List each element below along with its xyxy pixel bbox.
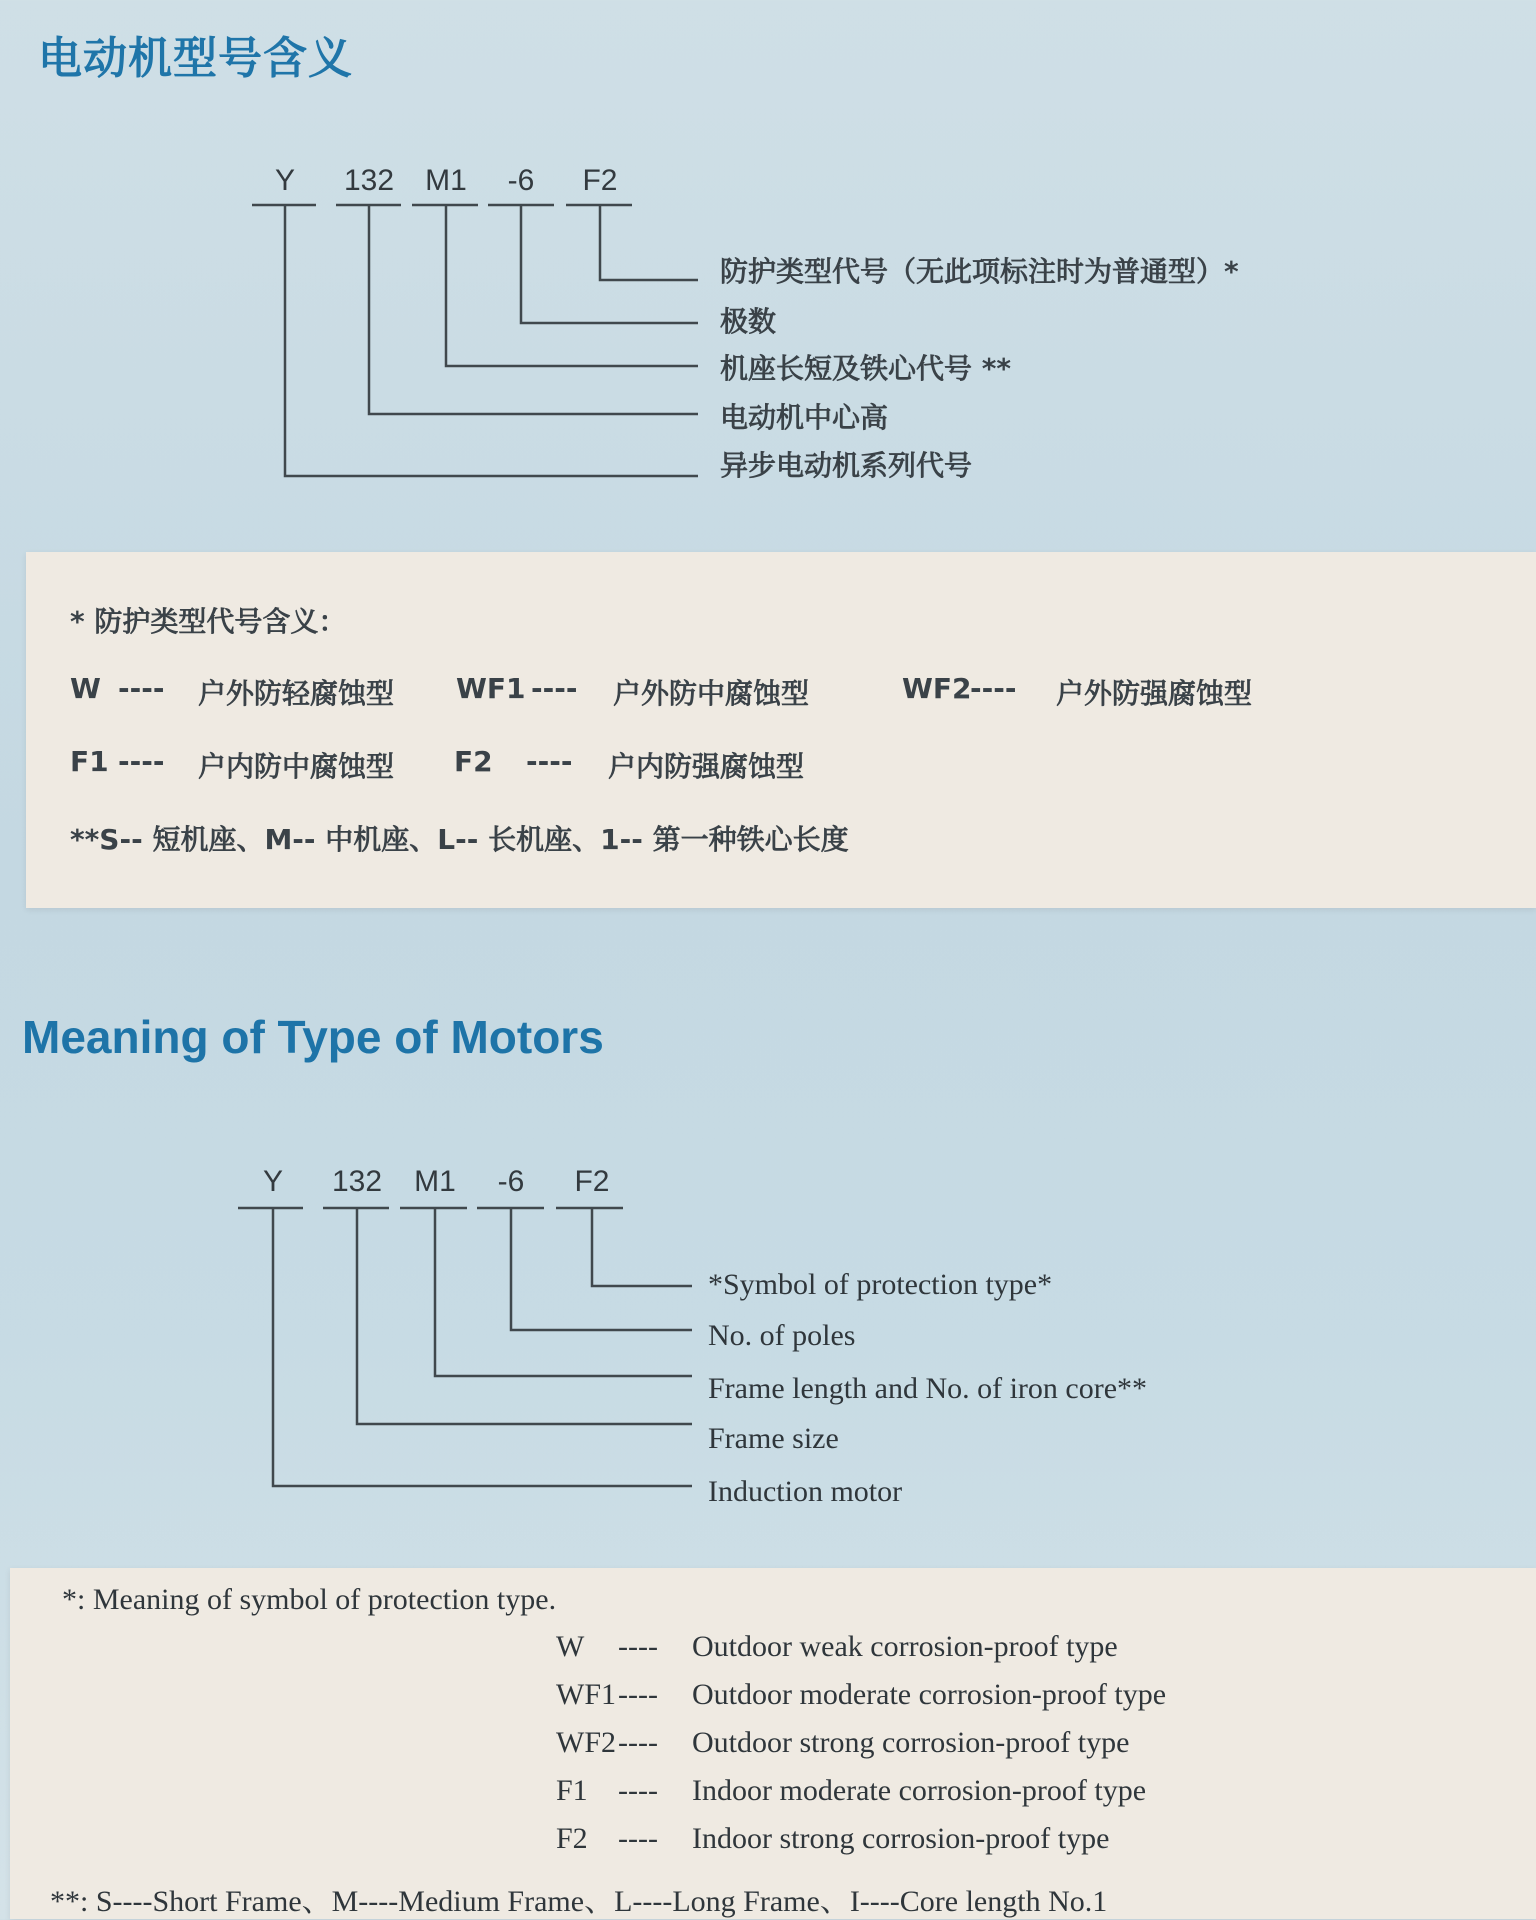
en-type-diagram — [0, 1150, 1536, 1520]
cn-note-text: 户外防强腐蚀型 — [1056, 677, 1253, 710]
en-protection-note-panel — [10, 1568, 1536, 1919]
en-code-frame-length: M1 — [414, 1165, 456, 1198]
cn-note-dash: ---- — [118, 672, 165, 705]
en-label-protection: *Symbol of protection type* — [708, 1268, 1053, 1301]
en-note-text: Outdoor weak corrosion-proof type — [692, 1630, 1118, 1663]
title-en: Meaning of Type of Motors — [22, 1011, 604, 1063]
cn-code-protection: F2 — [582, 164, 618, 197]
en-note-code: WF2 — [556, 1726, 616, 1759]
cn-note-dash: ---- — [118, 745, 165, 778]
en-note-code: W — [556, 1630, 585, 1663]
cn-code-poles: -6 — [507, 164, 535, 197]
en-code-protection: F2 — [574, 1165, 610, 1198]
en-note-text: Outdoor strong corrosion-proof type — [692, 1726, 1130, 1759]
cn-label-protection: 防护类型代号（无此项标注时为普通型）* — [720, 255, 1239, 288]
cn-note-text: 户外防轻腐蚀型 — [198, 677, 395, 710]
en-note-code: WF1 — [556, 1678, 616, 1711]
en-note-dash: ---- — [618, 1822, 658, 1855]
cn-note-dash: ---- — [970, 672, 1017, 705]
en-note-heading: *: Meaning of symbol of protection type. — [62, 1583, 557, 1616]
cn-note-text: 户内防中腐蚀型 — [198, 750, 395, 783]
cn-protection-note-panel — [26, 552, 1536, 908]
en-label-poles: No. of poles — [708, 1319, 856, 1352]
cn-note-heading: * 防护类型代号含义： — [70, 605, 347, 638]
en-label-frame-size: Frame size — [708, 1422, 839, 1455]
cn-note-code: WF1 — [456, 672, 526, 705]
en-label-series: Induction motor — [708, 1475, 903, 1508]
cn-note-code: W — [70, 672, 101, 705]
en-label-frame-length: Frame length and No. of iron core** — [708, 1372, 1148, 1405]
en-note-text: Outdoor moderate corrosion-proof type — [692, 1678, 1167, 1711]
cn-note-code: F1 — [70, 745, 109, 778]
cn-type-diagram — [0, 150, 1536, 490]
title-cn: 电动机型号含义 — [38, 33, 353, 84]
en-note-dash: ---- — [618, 1726, 658, 1759]
cn-label-frame-size: 电动机中心高 — [720, 401, 889, 434]
en-code-frame-size: 132 — [331, 1165, 383, 1198]
cn-label-poles: 极数 — [720, 305, 777, 338]
cn-note-footnote: **S-- 短机座、M-- 中机座、L-- 长机座、1-- 第一种铁心长度 — [70, 823, 849, 856]
cn-code-frame-length: M1 — [425, 164, 467, 197]
cn-label-frame-length: 机座长短及铁心代号 ** — [720, 352, 1012, 385]
cn-note-dash: ---- — [526, 745, 573, 778]
cn-note-code: WF2 — [902, 672, 972, 705]
cn-note-dash: ---- — [531, 672, 578, 705]
en-note-footnote: **: S----Short Frame、M----Medium Frame、L----Long Frame、I----Core length No.1 — [50, 1885, 1108, 1918]
en-note-text: Indoor strong corrosion-proof type — [692, 1822, 1110, 1855]
cn-label-series: 异步电动机系列代号 — [720, 449, 973, 482]
en-note-dash: ---- — [618, 1630, 658, 1663]
en-note-dash: ---- — [618, 1678, 658, 1711]
en-note-text: Indoor moderate corrosion-proof type — [692, 1774, 1147, 1807]
cn-code-frame-size: 132 — [343, 164, 395, 197]
cn-note-code: F2 — [454, 745, 493, 778]
en-note-code: F1 — [556, 1774, 588, 1807]
en-code-series: Y — [262, 1165, 284, 1198]
en-note-dash: ---- — [618, 1774, 658, 1807]
en-note-code: F2 — [556, 1822, 588, 1855]
cn-note-text: 户外防中腐蚀型 — [613, 677, 810, 710]
en-code-poles: -6 — [497, 1165, 525, 1198]
cn-code-series: Y — [274, 164, 296, 197]
cn-note-text: 户内防强腐蚀型 — [608, 750, 805, 783]
